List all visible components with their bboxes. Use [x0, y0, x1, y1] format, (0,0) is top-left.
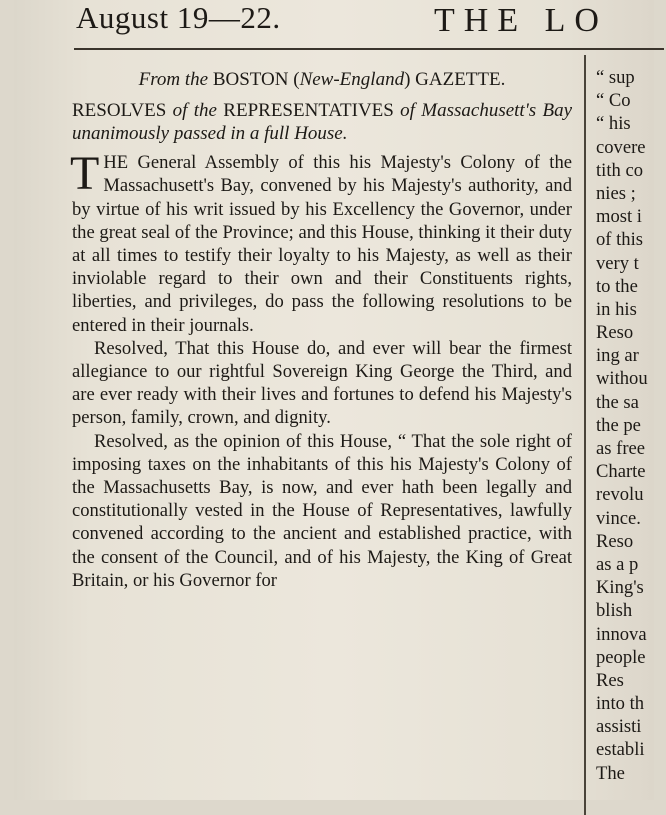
side-line: revolu [596, 484, 644, 506]
newspaper-page [14, 0, 654, 800]
article-source: From the BOSTON (New-England) GAZETTE. [138, 69, 506, 90]
side-line: the sa [596, 391, 639, 413]
source-place: New-England [299, 69, 405, 90]
side-line: “ Co [596, 90, 631, 112]
side-line: vince. [596, 507, 641, 529]
side-line: very t [596, 252, 639, 274]
title-of: of [400, 100, 415, 122]
newspaper-title: THE LO [434, 2, 608, 39]
source-paper: GAZETTE. [415, 69, 506, 90]
header-rule [74, 48, 664, 50]
side-line: into th [596, 693, 645, 715]
title-resolves: RESOLVES [72, 100, 167, 122]
title-representatives: REPRESENTATIVES [223, 100, 394, 122]
source-name: BOSTON [212, 69, 289, 90]
side-line: of this [596, 229, 644, 251]
side-line: in his [596, 298, 637, 320]
side-line: Reso [596, 530, 634, 552]
side-line: “ sup [596, 67, 635, 88]
side-line: as a p [596, 553, 639, 575]
paragraph-1 [70, 147, 572, 337]
side-line: establi [596, 739, 645, 761]
article-title [72, 99, 572, 145]
side-line: blish [596, 600, 633, 622]
title-line-2: Massachusett's Bay unanimously passed in a full House. [72, 100, 573, 145]
side-line: tith co [596, 159, 643, 181]
side-line: Res [596, 669, 624, 691]
adjacent-column [596, 66, 666, 785]
title-of-the: of the [172, 100, 217, 122]
article-body [70, 147, 572, 592]
side-line: The [596, 762, 625, 784]
side-line: people [596, 646, 646, 668]
source-prefix: From the [138, 69, 209, 90]
side-line: the pe [596, 414, 641, 436]
paragraph-2: Resolved, That this House do, and ever will bear the firmest allegiance to our rightful Sovereign King George the Third, and are ever ready with their lives and fortunes to defend his Majesty's person, family, crown, and dignity. [72, 337, 572, 429]
side-line: “ his [596, 113, 631, 135]
side-line: covere [596, 136, 646, 158]
side-line: as free [596, 438, 646, 459]
side-line: Reso [596, 322, 634, 344]
main-column [72, 60, 572, 592]
side-line: withou [596, 368, 648, 390]
side-line: ing ar [596, 345, 639, 367]
side-line: nies ; [596, 182, 636, 204]
side-line: innova [596, 623, 647, 645]
side-line: Charte [596, 461, 646, 483]
side-line: most i [596, 206, 642, 228]
side-line: to the [596, 275, 638, 297]
side-line: King's [596, 577, 644, 599]
page-date: August 19—22. [76, 0, 281, 35]
column-rule [584, 55, 586, 815]
paragraph-3: Resolved, as the opinion of this House, “ That the sole right of imposing taxes on the inhabitants of this his Majesty's Colony of the Massachusetts Bay, is now, and ever hath been legally and constitutionally vested in the House of Representatives, lawfully convened according to the ancient and established practice, with the consent of the Council, and of his Majesty, the King of Great Britain, or his Governor for [72, 430, 572, 591]
paragraph-1-text: HE General Assembly of this his Majesty's Colony of the Massachusett's Bay, convened by his Majesty's authority, and by virtue of his writ issued by his Excellency the Governor, under the great seal of the Province; and this House, thinking it their duty at all times to testify their loyalty to his Majesty, as well as their inviolable regard to their own and their Constituents rights, liberties, and privileges, do pass the following resolutions to be entered in their journals. [72, 152, 572, 336]
side-line: assisti [596, 716, 642, 738]
drop-cap: T [70, 147, 100, 201]
